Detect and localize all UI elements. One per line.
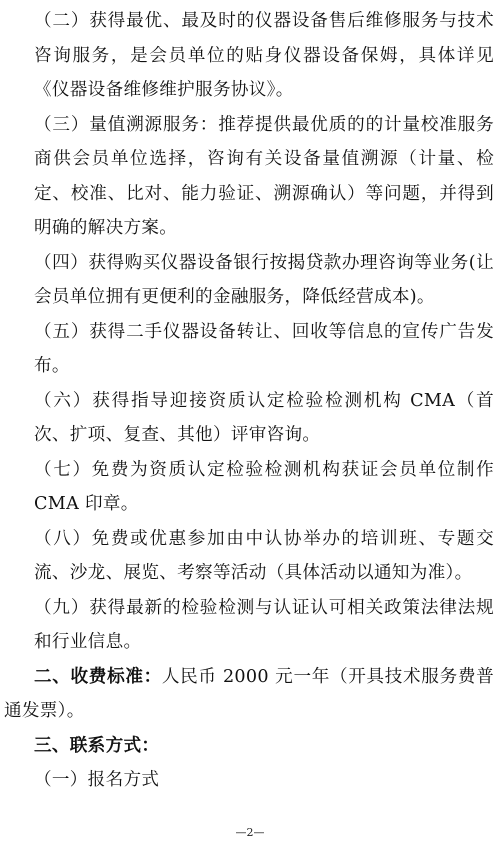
list-item <box>0 522 500 591</box>
item-text: （四）获得购买仪器设备银行按揭贷款办理咨询等业务(让会员单位拥有更便利的金融服务，降低经营成本)。 <box>34 252 494 307</box>
contact-subsection <box>0 763 500 798</box>
document-body <box>0 4 500 798</box>
contact-sub-text: （一）报名方式 <box>34 770 160 790</box>
fee-text: 人民币 2000 元一年（开具技术服务费普通发票）。 <box>4 666 494 721</box>
item-text: （八）免费或优惠参加由中认协举办的培训班、专题交流、沙龙、展览、考察等活动（具体活动以通知为准）。 <box>34 528 494 583</box>
item-text: （二）获得最优、最及时的仪器设备售后维修服务与技术咨询服务，是会员单位的贴身仪器设备保姆，具体详见《仪器设备维修维护服务协议》。 <box>34 11 494 100</box>
list-item <box>0 246 500 315</box>
list-item <box>0 108 500 246</box>
contact-heading: 三、联系方式： <box>34 734 160 756</box>
item-text: （六）获得指导迎接资质认定检验检测机构 CMA（首次、扩项、复查、其他）评审咨询。 <box>34 390 494 445</box>
list-item <box>0 384 500 453</box>
item-text: （九）获得最新的检验检测与认证认可相关政策法律法规和行业信息。 <box>34 597 494 652</box>
list-item <box>0 315 500 384</box>
page-number: —2— <box>235 826 265 839</box>
item-text: （七）免费为资质认定检验检测机构获证会员单位制作CMA 印章。 <box>34 459 494 514</box>
list-item <box>0 4 500 108</box>
item-text: （三）量值溯源服务：推荐提供最优质的的计量校准服务商供会员单位选择，咨询有关设备量值溯源（计量、检定、校准、比对、能力验证、溯源确认）等问题，并得到明确的解决方案。 <box>34 114 494 238</box>
contact-section <box>0 729 500 764</box>
list-item <box>0 453 500 522</box>
fee-heading: 二、收费标准： <box>34 665 162 687</box>
item-text: （五）获得二手仪器设备转让、回收等信息的宣传广告发布。 <box>34 321 494 376</box>
list-item <box>0 591 500 660</box>
fee-section <box>0 660 500 729</box>
